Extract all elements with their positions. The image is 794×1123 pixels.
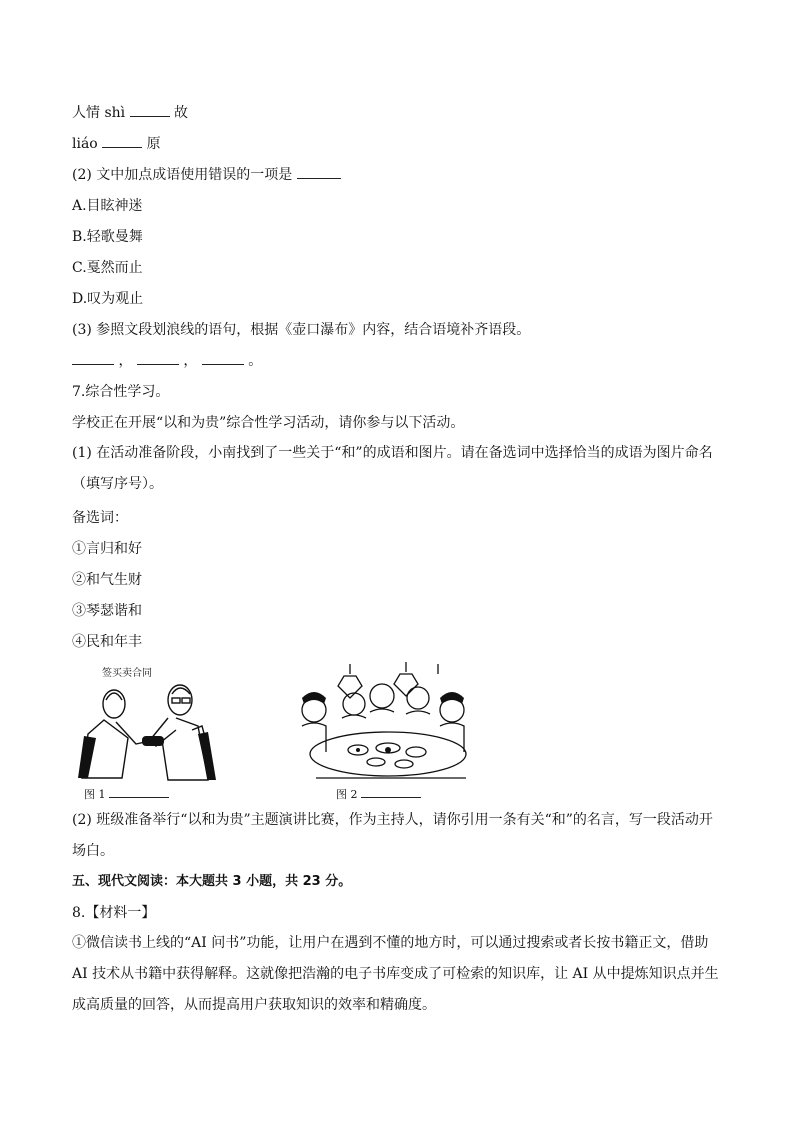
candidate-4: ④民和年丰 <box>72 634 142 650</box>
fill-blanks-row <box>72 352 262 370</box>
answer-blank <box>109 788 169 798</box>
figure-2-caption <box>336 788 421 801</box>
answer-blank <box>202 352 244 365</box>
option-d: D.叹为观止 <box>72 291 144 307</box>
separator: ， <box>183 353 198 369</box>
figure-2-illustration <box>296 658 476 784</box>
question-7-intro: 学校正在开展“以和为贵”综合性学习活动，请你参与以下活动。 <box>72 415 465 431</box>
question-7-2: (2) 班级准备举行“以和为贵”主题演讲比赛，作为主持人，请你引用一条有关“和”的名言，写一段活动开场白。 <box>72 812 713 859</box>
answer-blank <box>130 104 170 117</box>
question-8: 8.【材料一】 <box>72 905 156 921</box>
answer-blank <box>297 166 341 179</box>
option-c: C.戛然而止 <box>72 260 143 276</box>
question-7-1: (1) 在活动准备阶段，小南找到了一些关于“和”的成语和图片。请在备选词中选择恰当的成语为图片命名（填写序号）。 <box>72 445 713 492</box>
pinyin-suffix: 故 <box>174 105 189 121</box>
answer-blank <box>361 788 421 798</box>
material-1-paragraph: ①微信读书上线的“AI 问书”功能，让用户在遇到不懂的地方时，可以通过搜索或者长按书籍正文，借助 AI 技术从书籍中获得解释。这就像把浩瀚的电子书库变成了可检索的知识库，让 AI 从中提炼知识点并生成高质量的回答，从而提高用户获取知识的效率和精确度。 <box>72 935 719 1013</box>
pinyin-prefix: 人情 shì <box>72 105 126 121</box>
option-a: A.目眩神迷 <box>72 198 143 214</box>
answer-blank <box>72 352 114 365</box>
caption-label: 图 2 <box>336 788 358 801</box>
family-dinner-drawing <box>296 658 476 784</box>
answer-blank <box>102 135 142 148</box>
question-3: (3) 参照文段划浪线的语句，根据《壶口瀑布》内容，结合语境补齐语段。 <box>72 322 531 338</box>
caption-label: 图 1 <box>84 788 106 801</box>
candidate-3: ③琴瑟谐和 <box>72 603 142 619</box>
line-renqing <box>72 104 188 122</box>
pinyin-prefix: liáo <box>72 136 98 152</box>
figure-1-illustration <box>72 660 222 784</box>
section-5-heading: 五、现代文阅读：本大题共 3 小题，共 23 分。 <box>72 874 352 889</box>
separator: ， <box>118 353 133 369</box>
handshake-drawing <box>72 660 222 784</box>
candidate-2: ②和气生财 <box>72 572 142 588</box>
question-2 <box>72 166 341 184</box>
answer-blank <box>137 352 179 365</box>
question-7: 7.综合性学习。 <box>72 384 170 400</box>
figure-1-caption <box>84 788 169 801</box>
candidates-label: 备选词： <box>72 510 128 526</box>
line-liao <box>72 135 161 153</box>
option-b: B.轻歌曼舞 <box>72 229 143 245</box>
contract-sign-text: 签买卖合同 <box>102 668 152 679</box>
period: 。 <box>248 353 263 369</box>
question-text: (2) 文中加点成语使用错误的一项是 <box>72 167 293 183</box>
pinyin-suffix: 原 <box>146 136 161 152</box>
candidate-1: ①言归和好 <box>72 541 142 557</box>
